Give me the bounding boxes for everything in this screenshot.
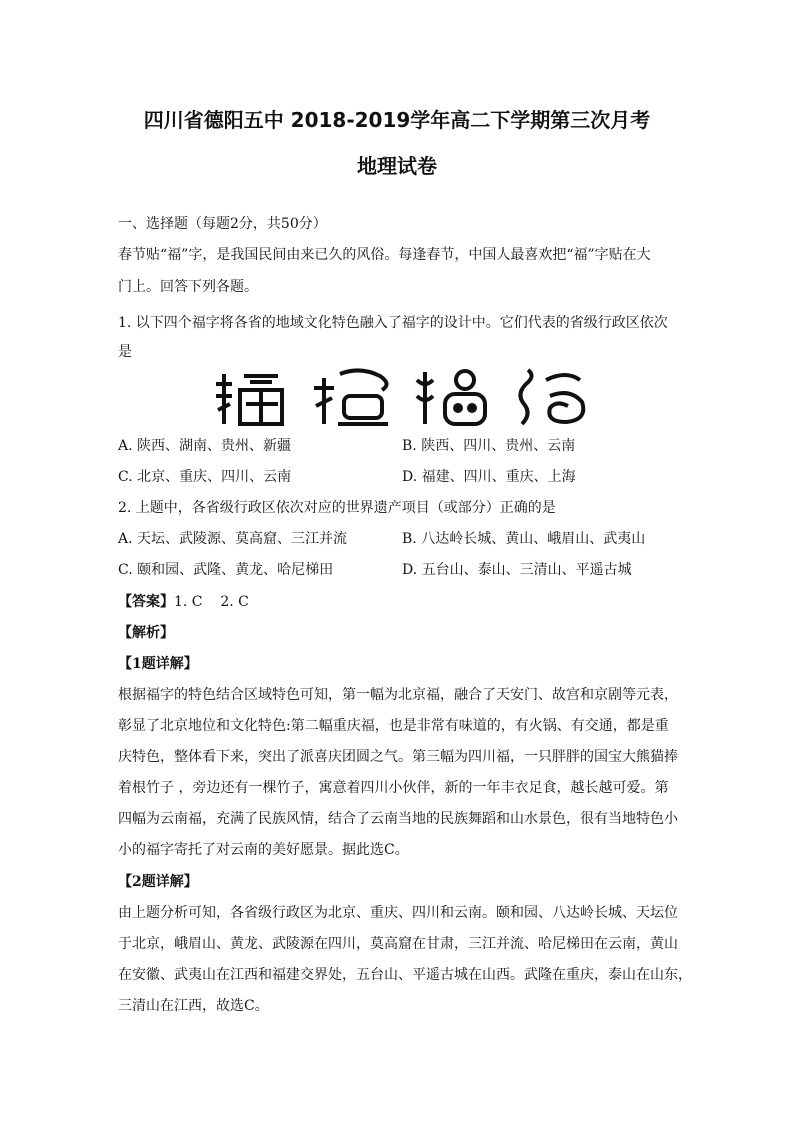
detail-2-line-2: 于北京，峨眉山、黄龙、武陵源在四川，莫高窟在甘肃，三江并流、哈尼梯田在云南，黄山 bbox=[118, 936, 678, 952]
question-1-option-b: B. 陕西、四川、贵州、云南 bbox=[402, 438, 576, 454]
fu-design-beijing-icon bbox=[216, 374, 282, 424]
fu-design-sichuan-icon bbox=[417, 371, 485, 424]
section-heading: 一、选择题（每题2分，共50分） bbox=[118, 216, 327, 232]
question-1-line-1: 1. 以下四个福字将各省的地域文化特色融入了福字的设计中。它们代表的省级行政区依次 bbox=[118, 315, 668, 331]
intro-line-2: 门上。回答下列各题。 bbox=[118, 279, 258, 295]
page-title: 四川省德阳五中 2018-2019学年高二下学期第三次月考 bbox=[143, 108, 651, 132]
fu-design-chongqing-icon bbox=[314, 370, 388, 424]
fu-design-yunnan-icon bbox=[520, 370, 583, 424]
page-subtitle: 地理试卷 bbox=[357, 154, 437, 178]
question-1-option-a: A. 陕西、湖南、贵州、新疆 bbox=[118, 438, 292, 454]
detail-2-line-4: 三清山在江西，故选C。 bbox=[118, 998, 269, 1014]
detail-1-line-2: 彰显了北京地位和文化特色:第二幅重庆福，也是非常有味道的，有火锅、有交通，都是重 bbox=[118, 718, 669, 734]
detail-2-line-1: 由上题分析可知，各省级行政区为北京、重庆、四川和云南。颐和园、八达岭长城、天坛位 bbox=[118, 905, 678, 921]
question-1-option-d: D. 福建、四川、重庆、上海 bbox=[402, 469, 576, 485]
detail-1-line-1: 根据福字的特色结合区域特色可知，第一幅为北京福，融合了天安门、故宫和京剧等元表， bbox=[118, 687, 678, 703]
question-2-option-d: D. 五台山、泰山、三清山、平遥古城 bbox=[402, 562, 632, 578]
fu-character-designs-figure bbox=[210, 366, 590, 428]
question-1-line-2: 是 bbox=[118, 344, 132, 360]
detail-2-label: 【2题详解】 bbox=[118, 874, 198, 890]
intro-line-1: 春节贴“福”字，是我国民间由来已久的风俗。每逢春节，中国人最喜欢把“福”字贴在大 bbox=[118, 247, 651, 263]
answer-text: 1. C 2. C bbox=[174, 594, 249, 610]
question-2-option-a: A. 天坛、武陵源、莫高窟、三江并流 bbox=[118, 531, 348, 547]
detail-1-line-6: 小的福字寄托了对云南的美好愿景。据此选C。 bbox=[118, 842, 409, 858]
question-2-option-c: C. 颐和园、武隆、黄龙、哈尼梯田 bbox=[118, 562, 334, 578]
detail-1-label: 【1题详解】 bbox=[118, 656, 198, 672]
analysis-label: 【解析】 bbox=[118, 625, 174, 641]
detail-1-line-4: 着根竹子 ，旁边还有一棵竹子，寓意着四川小伙伴，新的一年丰衣足食，越长越可爱。第 bbox=[118, 780, 669, 796]
answer-line bbox=[118, 592, 249, 612]
answer-label: 【答案】 bbox=[118, 594, 174, 610]
detail-1-line-5: 四幅为云南福，充满了民族风情，结合了云南当地的民族舞蹈和山水景色，很有当地特色小 bbox=[118, 811, 678, 827]
detail-2-line-3: 在安徽、武夷山在江西和福建交界处，五台山、平遥古城在山西。武隆在重庆，泰山在山东， bbox=[118, 967, 692, 983]
question-2-option-b: B. 八达岭长城、黄山、峨眉山、武夷山 bbox=[402, 531, 646, 547]
detail-1-line-3: 庆特色，整体看下来，突出了派喜庆团圆之气。第三幅为四川福，一只胖胖的国宝大熊猫捧 bbox=[118, 749, 678, 765]
question-2-line: 2. 上题中，各省级行政区依次对应的世界遗产项目（或部分）正确的是 bbox=[118, 500, 556, 516]
question-1-option-c: C. 北京、重庆、四川、云南 bbox=[118, 469, 292, 485]
